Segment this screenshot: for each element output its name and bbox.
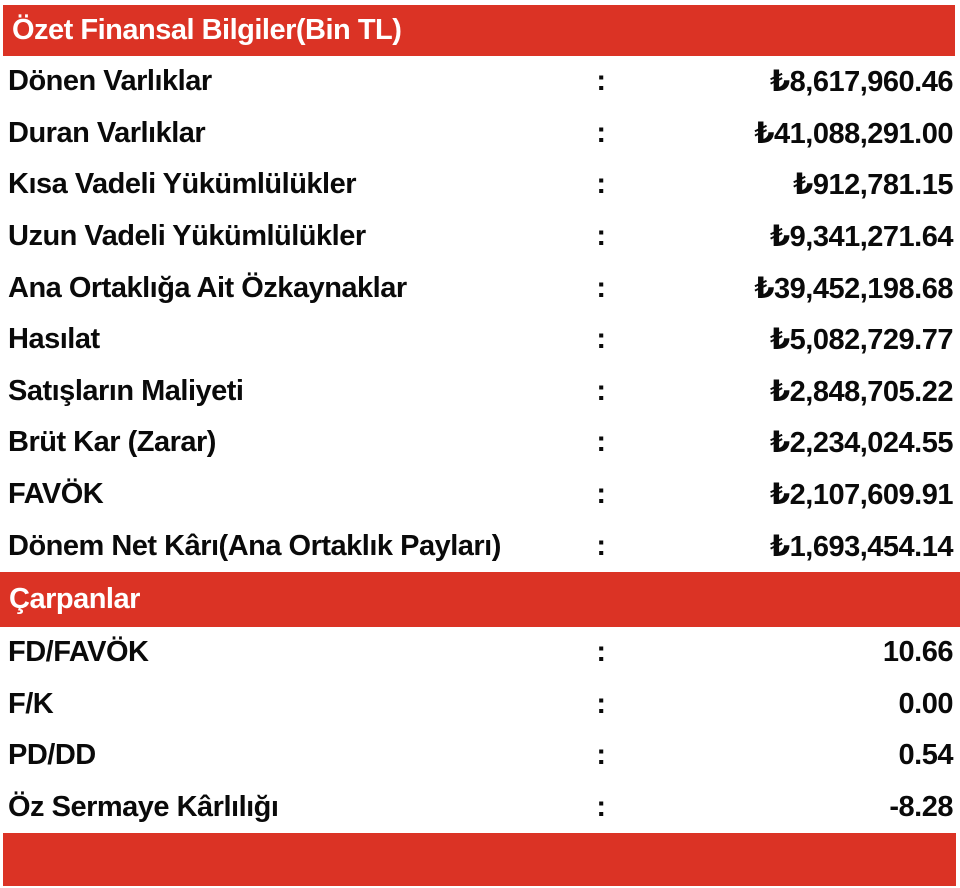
row-value: ₺5,082,729.77	[769, 324, 953, 357]
row-colon: :	[596, 65, 606, 98]
table-row	[0, 520, 960, 572]
row-value: ₺2,234,024.55	[769, 427, 953, 460]
financials-table	[0, 56, 960, 572]
table-row	[0, 469, 960, 521]
row-label: Dönen Varlıklar	[8, 65, 212, 98]
row-label: Ana Ortaklığa Ait Özkaynaklar	[8, 271, 407, 304]
table-row	[0, 159, 960, 211]
row-colon: :	[596, 529, 606, 562]
row-value: 0.00	[898, 687, 953, 720]
table-row	[0, 730, 960, 782]
row-value: ₺912,781.15	[793, 169, 953, 202]
table-row	[0, 781, 960, 833]
row-label: FD/FAVÖK	[8, 636, 149, 669]
section-header-financials	[3, 5, 955, 56]
row-value: ₺39,452,198.68	[754, 272, 953, 305]
row-label: Hasılat	[8, 323, 100, 356]
table-row	[0, 366, 960, 418]
row-label: Kısa Vadeli Yükümlülükler	[8, 168, 357, 201]
table-row	[0, 627, 960, 679]
row-colon: :	[596, 739, 606, 772]
table-row	[0, 262, 960, 314]
row-label: Satışların Maliyeti	[8, 374, 244, 407]
row-label: FAVÖK	[8, 478, 104, 511]
table-row	[0, 108, 960, 160]
table-row	[0, 678, 960, 730]
table-row	[0, 211, 960, 263]
row-label: PD/DD	[8, 739, 96, 772]
table-row	[0, 314, 960, 366]
row-colon: :	[596, 220, 606, 253]
row-colon: :	[596, 478, 606, 511]
table-row	[0, 56, 960, 108]
row-colon: :	[596, 323, 606, 356]
row-colon: :	[596, 687, 606, 720]
row-value: 10.66	[882, 636, 953, 669]
row-label: F/K	[8, 687, 54, 720]
row-label: Öz Sermaye Kârlılığı	[8, 790, 279, 823]
row-value: -8.28	[889, 790, 953, 823]
row-value: ₺2,848,705.22	[769, 375, 953, 408]
row-label: Duran Varlıklar	[8, 116, 206, 149]
table-row	[0, 417, 960, 469]
row-value: ₺41,088,291.00	[754, 117, 953, 150]
row-label: Uzun Vadeli Yükümlülükler	[8, 220, 366, 253]
row-colon: :	[596, 426, 606, 459]
row-colon: :	[596, 116, 606, 149]
row-value: ₺1,693,454.14	[769, 530, 953, 563]
row-value: ₺9,341,271.64	[769, 221, 953, 254]
row-label: Brüt Kar (Zarar)	[8, 426, 216, 459]
multipliers-section-title: Çarpanlar	[9, 582, 140, 615]
section-header-multipliers	[0, 572, 960, 627]
row-value: ₺2,107,609.91	[769, 479, 953, 512]
row-colon: :	[596, 790, 606, 823]
row-colon: :	[596, 636, 606, 669]
row-colon: :	[596, 168, 606, 201]
footer-accent-bar	[3, 833, 956, 886]
financials-section-title: Özet Finansal Bilgiler(Bin TL)	[12, 14, 402, 46]
row-colon: :	[596, 271, 606, 304]
multipliers-table	[0, 627, 960, 833]
row-colon: :	[596, 374, 606, 407]
row-label: Dönem Net Kârı(Ana Ortaklık Payları)	[8, 529, 501, 562]
row-value: 0.54	[898, 739, 953, 772]
row-value: ₺8,617,960.46	[769, 66, 953, 99]
